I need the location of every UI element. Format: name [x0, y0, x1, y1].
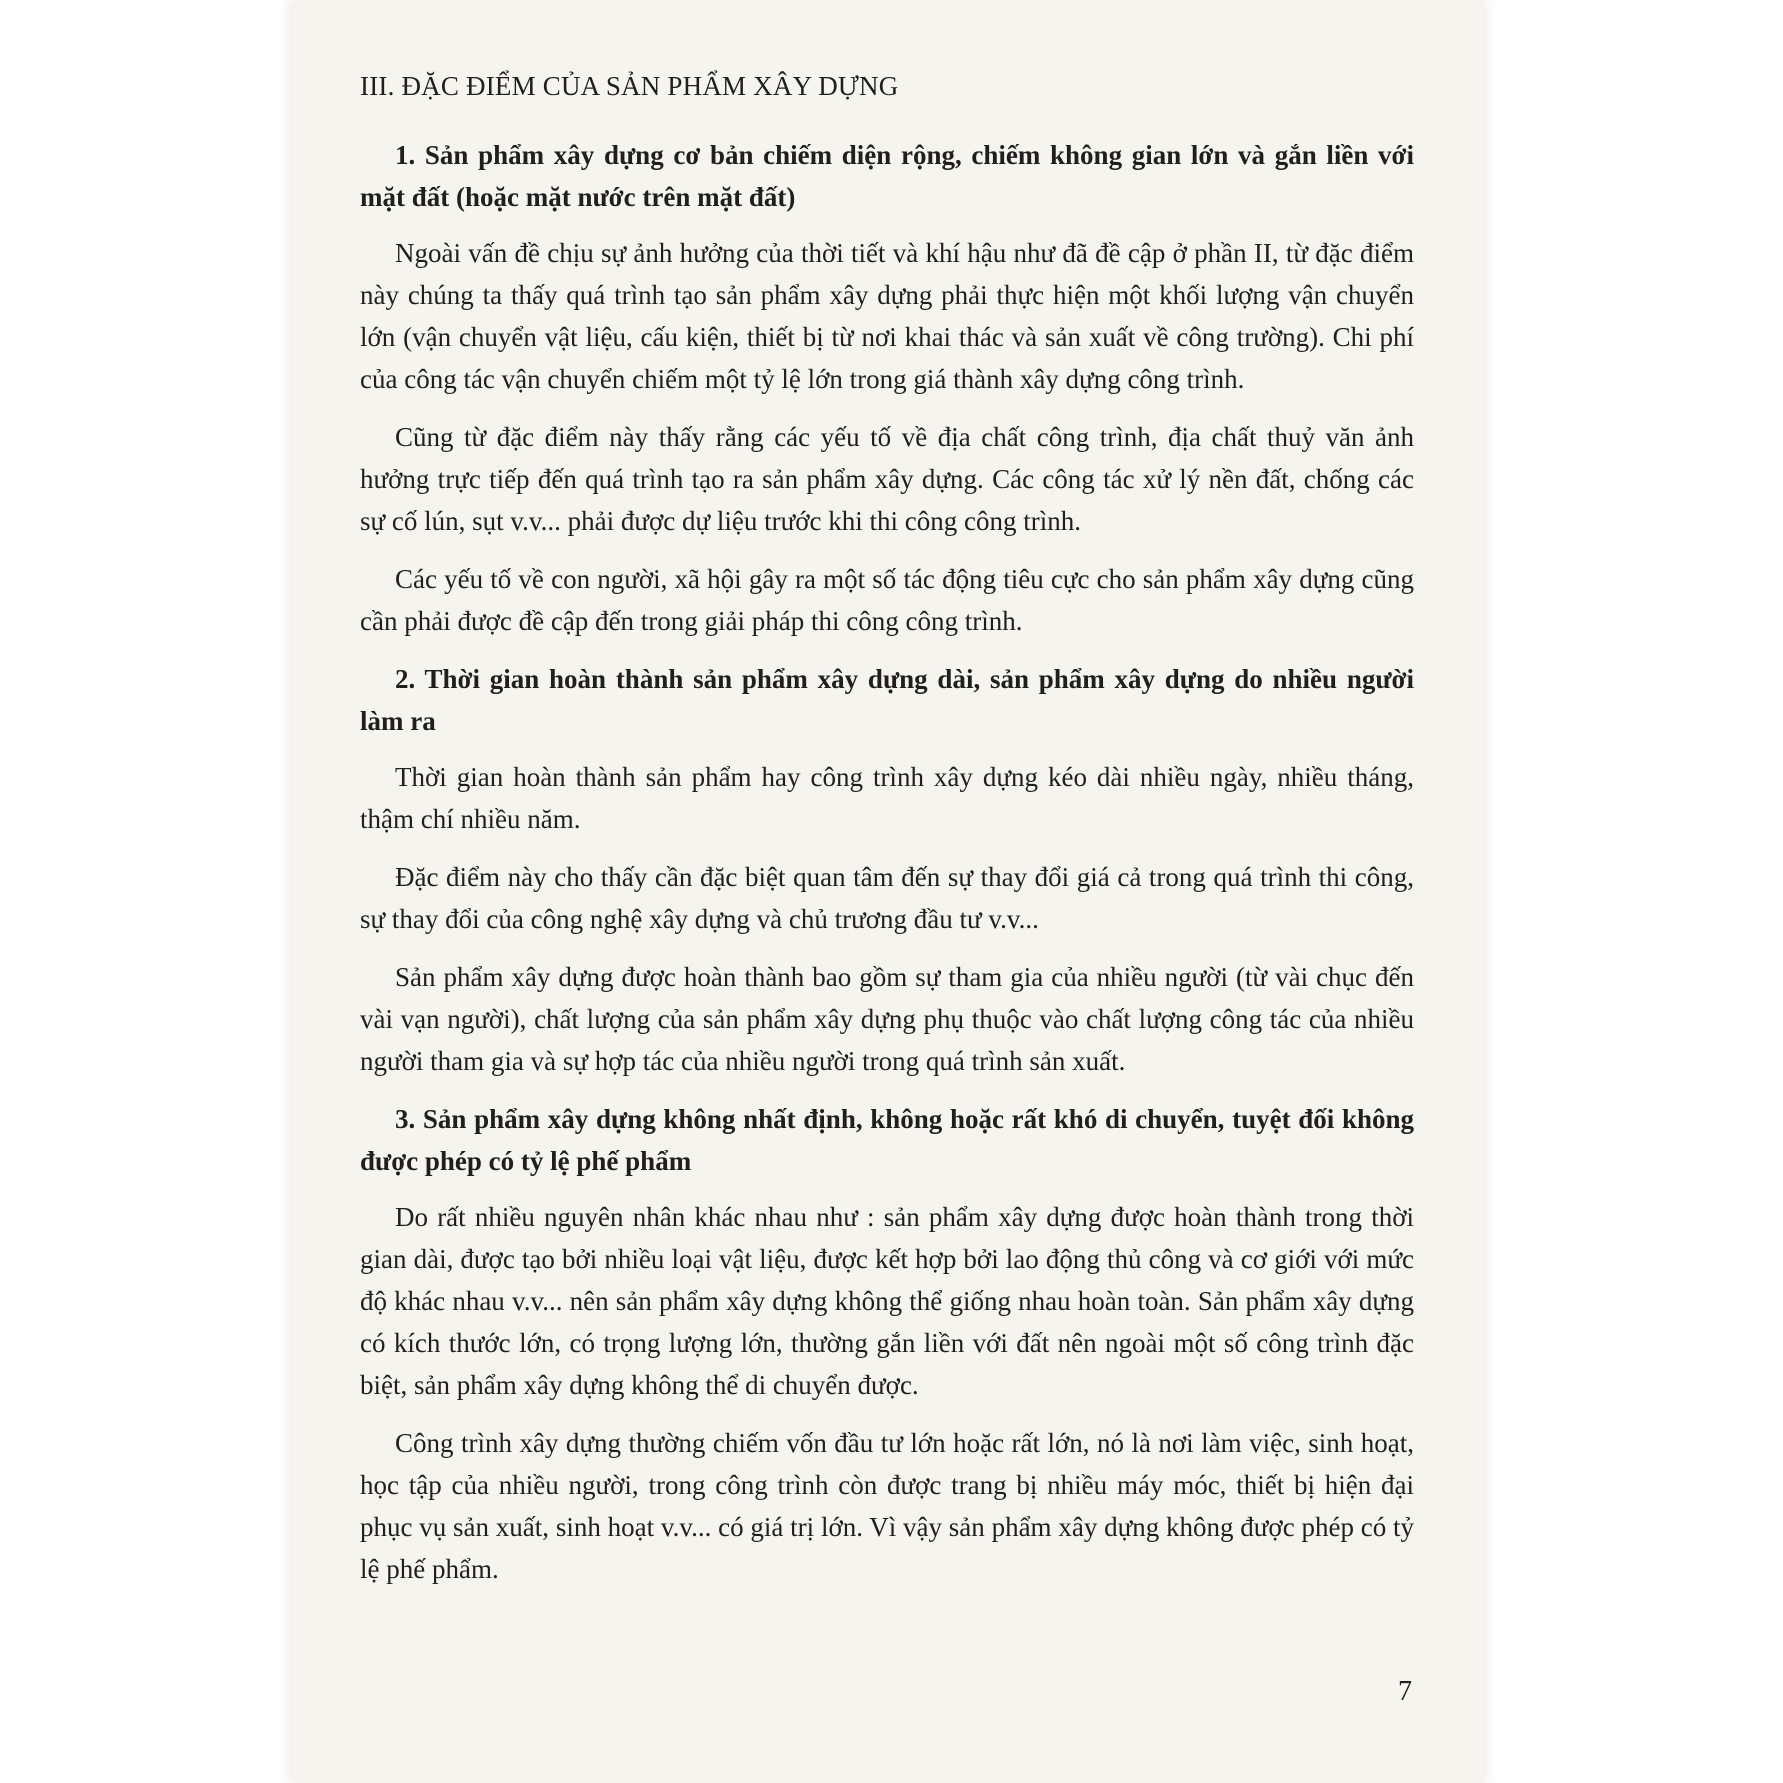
section-1 — [360, 134, 1414, 642]
section-1-heading: 1. Sản phẩm xây dựng cơ bản chiếm diện rộng, chiếm không gian lớn và gắn liền với mặt đất (hoặc mặt nước trên mặt đất) — [360, 139, 1414, 212]
section-title: III. ĐẶC ĐIỂM CỦA SẢN PHẨM XÂY DỰNG — [360, 71, 899, 101]
section-3 — [360, 1098, 1414, 1590]
paragraph: Do rất nhiều nguyên nhân khác nhau như : sản phẩm xây dựng được hoàn thành trong thời gian dài, được tạo bởi nhiều loại vật liệu, được kết hợp bởi lao động thủ công và cơ giới với mức độ khác nhau v.v... nên sản phẩm xây dựng không thể giống nhau hoàn toàn. Sản phẩm xây dựng có kích thước lớn, có trọng lượng lớn, thường gắn liền với đất nên ngoài một số công trình đặc biệt, sản phẩm xây dựng không thể di chuyển được. — [360, 1201, 1414, 1400]
page-number: 7 — [1398, 1676, 1412, 1707]
paragraph: Đặc điểm này cho thấy cần đặc biệt quan tâm đến sự thay đổi giá cả trong quá trình thi công, sự thay đổi của công nghệ xây dựng và chủ trương đầu tư v.v... — [360, 861, 1414, 934]
section-2 — [360, 658, 1414, 1082]
paragraph: Thời gian hoàn thành sản phẩm hay công trình xây dựng kéo dài nhiều ngày, nhiều tháng, thậm chí nhiều năm. — [360, 761, 1414, 834]
paragraph: Công trình xây dựng thường chiếm vốn đầu tư lớn hoặc rất lớn, nó là nơi làm việc, sinh hoạt, học tập của nhiều người, trong công trình còn được trang bị nhiều máy móc, thiết bị hiện đại phục vụ sản xuất, sinh hoạt v.v... có giá trị lớn. Vì vậy sản phẩm xây dựng không được phép có tỷ lệ phế phẩm. — [360, 1427, 1414, 1584]
paragraph: Các yếu tố về con người, xã hội gây ra một số tác động tiêu cực cho sản phẩm xây dựng cũng cần phải được đề cập đến trong giải pháp thi công công trình. — [360, 563, 1414, 636]
paragraph: Sản phẩm xây dựng được hoàn thành bao gồm sự tham gia của nhiều người (từ vài chục đến vài vạn người), chất lượng của sản phẩm xây dựng phụ thuộc vào chất lượng công tác của nhiều người tham gia và sự hợp tác của nhiều người trong quá trình sản xuất. — [360, 961, 1414, 1076]
section-2-heading: 2. Thời gian hoàn thành sản phẩm xây dựng dài, sản phẩm xây dựng do nhiều người làm ra — [360, 663, 1414, 736]
paragraph: Ngoài vấn đề chịu sự ảnh hưởng của thời tiết và khí hậu như đã đề cập ở phần II, từ đặc điểm này chúng ta thấy quá trình tạo sản phẩm xây dựng phải thực hiện một khối lượng vận chuyển lớn (vận chuyển vật liệu, cấu kiện, thiết bị từ nơi khai thác và sản xuất về công trường). Chi phí của công tác vận chuyển chiếm một tỷ lệ lớn trong giá thành xây dựng công trình. — [360, 237, 1414, 394]
section-3-heading: 3. Sản phẩm xây dựng không nhất định, không hoặc rất khó di chuyển, tuyệt đối không được phép có tỷ lệ phế phẩm — [360, 1103, 1414, 1176]
page-content — [360, 70, 1414, 1606]
paragraph: Cũng từ đặc điểm này thấy rằng các yếu tố về địa chất công trình, địa chất thuỷ văn ảnh hưởng trực tiếp đến quá trình tạo ra sản phẩm xây dựng. Các công tác xử lý nền đất, chống các sự cố lún, sụt v.v... phải được dự liệu trước khi thi công công trình. — [360, 421, 1414, 536]
